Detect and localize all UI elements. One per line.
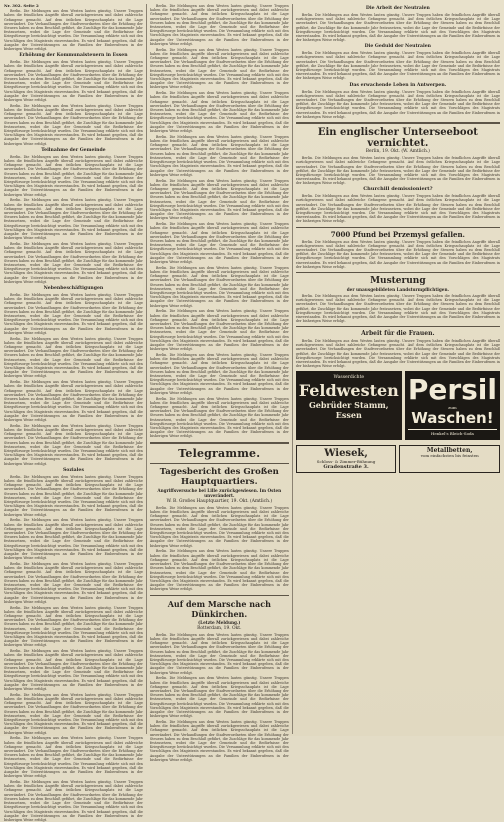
divider: [296, 272, 500, 273]
article-text: Berlin. Die Meldungen aus dem Westen lauten günstig. Unsere Truppen haben die feindlichen Angriffe überall zurückgewiesen und dabei zahlreiche Gefangene gemacht. Auf dem östlichen Kriegsschauplatz ist die Lage unverändert. Die Verhandlungen der Stadtverordneten über die Erhöhung der Steuern haben zu dem Beschluß geführt, die Zuschläge für das kommende Jahr festzusetzen, wobei die Lage der Gemeinde und die Bedürfnisse der Kriegsfürsorge berücksichtigt wurden. Die Versammlung erklärte sich mit den Vorschlägen des Magistrats einverstanden. Es wird bekannt gegeben, daß die Ausgabe der Unterstützungen an die Familien der Einberufenen in der bisherigen Weise erfolgt.: [4, 103, 143, 146]
ad-persil-maker: Henkel's Bleich-Soda: [408, 429, 497, 436]
article-text: Berlin. Die Meldungen aus dem Westen lauten günstig. Unsere Truppen haben die feindlichen Angriffe überall zurückgewiesen und dabei zahlreiche Gefangene gemacht. Auf dem östlichen Kriegsschauplatz ist die Lage unverändert. Die Verhandlungen der Stadtverordneten über die Erhöhung der Steuern haben zu dem Beschluß geführt, die Zuschläge für das kommende Jahr festzusetzen, wobei die Lage der Gemeinde und die Bedürfnisse der Kriegsfürsorge berücksichtigt wurden. Die Versammlung erklärte sich mit den Vorschlägen des Magistrats einverstanden. Es wird bekannt gegeben, daß die Ausgabe der Unterstützungen an die Familien der Einberufenen in der bisherigen Weise erfolgt.: [4, 474, 143, 517]
article-text: Berlin. Die Meldungen aus dem Westen lauten günstig. Unsere Truppen haben die feindlichen Angriffe überall zurückgewiesen und dabei zahlreiche Gefangene gemacht. Auf dem östlichen Kriegsschauplatz ist die Lage unverändert. Die Verhandlungen der Stadtverordneten über die Erhöhung der Steuern haben zu dem Beschluß geführt, die Zuschläge für das kommende Jahr festzusetzen, wobei die Lage der Gemeinde und die Bedürfnisse der Kriegsfürsorge berücksichtigt wurden. Die Versammlung erklärte sich mit den Vorschlägen des Magistrats einverstanden. Es wird bekannt gegeben, daß die Ausgabe der Unterstützungen an die Familien der Einberufenen in der bisherigen Weise erfolgt.: [295, 51, 500, 81]
dateline: Rotterdam, 19. Okt.: [197, 625, 242, 631]
article-text: Berlin. Die Meldungen aus dem Westen lauten günstig. Unsere Truppen haben die feindlichen Angriffe überall zurückgewiesen und dabei zahlreiche Gefangene gemacht. Auf dem östlichen Kriegsschauplatz ist die Lage unverändert. Die Verhandlungen der Stadtverordneten über die Erhöhung der Steuern haben zu dem Beschluß geführt, die Zuschläge für das kommende Jahr festzusetzen, wobei die Lage der Gemeinde und die Bedürfnisse der Kriegsfürsorge berücksichtigt wurden. Die Versammlung erklärte sich mit den Vorschlägen des Magistrats einverstanden. Es wird bekannt gegeben, daß die Ausgabe der Unterstützungen an die Familien der Einberufenen in der bisherigen Weise erfolgt.: [149, 353, 289, 395]
article-text: Berlin. Die Meldungen aus dem Westen lauten günstig. Unsere Truppen haben die feindlichen Angriffe überall zurückgewiesen und dabei zahlreiche Gefangene gemacht. Auf dem östlichen Kriegsschauplatz ist die Lage unverändert. Die Verhandlungen der Stadtverordneten über die Erhöhung der Steuern haben zu dem Beschluß geführt, die Zuschläge für das kommende Jahr festzusetzen, wobei die Lage der Gemeinde und die Bedürfnisse der Kriegsfürsorge berücksichtigt wurden. Die Versammlung erklärte sich mit den Vorschlägen des Magistrats einverstanden. Es wird bekannt gegeben, daß die Ausgabe der Unterstützungen an die Familien der Einberufenen in der bisherigen Weise erfolgt.: [295, 194, 500, 224]
article-text: Berlin. Die Meldungen aus dem Westen lauten günstig. Unsere Truppen haben die feindlichen Angriffe überall zurückgewiesen und dabei zahlreiche Gefangene gemacht. Auf dem östlichen Kriegsschauplatz ist die Lage unverändert. Die Verhandlungen der Stadtverordneten über die Erhöhung der Steuern haben zu dem Beschluß geführt, die Zuschläge für das kommende Jahr festzusetzen, wobei die Lage der Gemeinde und die Bedürfnisse der Kriegsfürsorge berücksichtigt wurden. Die Versammlung erklärte sich mit den Vorschlägen des Magistrats einverstanden. Es wird bekannt gegeben, daß die Ausgabe der Unterstützungen an die Familien der Einberufenen in der bisherigen Weise erfolgt.: [4, 423, 143, 466]
article-heading: Erhöhung der Kommunalsteuern in Essen: [19, 53, 128, 59]
report-title: Tagesbericht des Großen Hauptquartiers.: [159, 466, 279, 487]
article-text: Berlin. Die Meldungen aus dem Westen lauten günstig. Unsere Truppen haben die feindlichen Angriffe überall zurückgewiesen und dabei zahlreiche Gefangene gemacht. Auf dem östlichen Kriegsschauplatz ist die Lage unverändert. Die Verhandlungen der Stadtverordneten über die Erhöhung der Steuern haben zu dem Beschluß geführt, die Zuschläge für das kommende Jahr festzusetzen, wobei die Lage der Gemeinde und die Bedürfnisse der Kriegsfürsorge berücksichtigt wurden. Die Versammlung erklärte sich mit den Vorschlägen des Magistrats einverstanden. Es wird bekannt gegeben, daß die Ausgabe der Unterstützungen an die Familien der Einberufenen in der bisherigen Weise erfolgt.: [295, 12, 500, 43]
article-text: Berlin. Die Meldungen aus dem Westen lauten günstig. Unsere Truppen haben die feindlichen Angriffe überall zurückgewiesen und dabei zahlreiche Gefangene gemacht. Auf dem östlichen Kriegsschauplatz ist die Lage unverändert. Die Verhandlungen der Stadtverordneten über die Erhöhung der Steuern haben zu dem Beschluß geführt, die Zuschläge für das kommende Jahr festzusetzen, wobei die Lage der Gemeinde und die Bedürfnisse der Kriegsfürsorge berücksichtigt wurden. Die Versammlung erklärte sich mit den Vorschlägen des Magistrats einverstanden. Es wird bekannt gegeben, daß die Ausgabe der Unterstützungen an die Familien der Einberufenen in der bisherigen Weise erfolgt.: [4, 561, 143, 604]
article-heading: Nebenbeschäftigungen: [43, 285, 104, 291]
article-text: Berlin. Die Meldungen aus dem Westen lauten günstig. Unsere Truppen haben die feindlichen Angriffe überall zurückgewiesen und dabei zahlreiche Gefangene gemacht. Auf dem östlichen Kriegsschauplatz ist die Lage unverändert. Die Verhandlungen der Stadtverordneten über die Erhöhung der Steuern haben zu dem Beschluß geführt, die Zuschläge für das kommende Jahr festzusetzen, wobei die Lage der Gemeinde und die Bedürfnisse der Kriegsfürsorge berücksichtigt wurden. Die Versammlung erklärte sich mit den Vorschlägen des Magistrats einverstanden. Es wird bekannt gegeben, daß die Ausgabe der Unterstützungen an die Familien der Einberufenen in der bisherigen Weise erfolgt.: [149, 632, 289, 675]
issue-line: Nr. 302. Seite 2: [4, 3, 39, 8]
article-text: Berlin. Die Meldungen aus dem Westen lauten günstig. Unsere Truppen haben die feindlichen Angriffe überall zurückgewiesen und dabei zahlreiche Gefangene gemacht. Auf dem östlichen Kriegsschauplatz ist die Lage unverändert. Die Verhandlungen der Stadtverordneten über die Erhöhung der Steuern haben zu dem Beschluß geführt, die Zuschläge für das kommende Jahr festzusetzen, wobei die Lage der Gemeinde und die Bedürfnisse der Kriegsfürsorge berücksichtigt wurden. Die Versammlung erklärte sich mit den Vorschlägen des Magistrats einverstanden. Es wird bekannt gegeben, daß die Ausgabe der Unterstützungen an die Familien der Einberufenen in der bisherigen Weise erfolgt.: [149, 396, 289, 439]
article-text: Berlin. Die Meldungen aus dem Westen lauten günstig. Unsere Truppen haben die feindlichen Angriffe überall zurückgewiesen und dabei zahlreiche Gefangene gemacht. Auf dem östlichen Kriegsschauplatz ist die Lage unverändert. Die Verhandlungen der Stadtverordneten über die Erhöhung der Steuern haben zu dem Beschluß geführt, die Zuschläge für das kommende Jahr festzusetzen, wobei die Lage der Gemeinde und die Bedürfnisse der Kriegsfürsorge berücksichtigt wurden. Die Versammlung erklärte sich mit den Vorschlägen des Magistrats einverstanden. Es wird bekannt gegeben, daß die Ausgabe der Unterstützungen an die Familien der Einberufenen in der bisherigen Weise erfolgt.: [149, 4, 289, 46]
column-1: [4, 3, 143, 822]
ad-metal-title: Metallbetten,: [426, 447, 473, 455]
ad-feld-line3: Gebrüder Stamm,: [308, 399, 389, 410]
ad-feld-line2: Feldwesten: [298, 380, 399, 400]
article-text: Berlin. Die Meldungen aus dem Westen lauten günstig. Unsere Truppen haben die feindlichen Angriffe überall zurückgewiesen und dabei zahlreiche Gefangene gemacht. Auf dem östlichen Kriegsschauplatz ist die Lage unverändert. Die Verhandlungen der Stadtverordneten über die Erhöhung der Steuern haben zu dem Beschluß geführt, die Zuschläge für das kommende Jahr festzusetzen, wobei die Lage der Gemeinde und die Bedürfnisse der Kriegsfürsorge berücksichtigt wurden. Die Versammlung erklärte sich mit den Vorschlägen des Magistrats einverstanden. Es wird bekannt gegeben, daß die Ausgabe der Unterstützungen an die Familien der Einberufenen in der bisherigen Weise erfolgt.: [295, 338, 500, 369]
article-text: Berlin. Die Meldungen aus dem Westen lauten günstig. Unsere Truppen haben die feindlichen Angriffe überall zurückgewiesen und dabei zahlreiche Gefangene gemacht. Auf dem östlichen Kriegsschauplatz ist die Lage unverändert. Die Verhandlungen der Stadtverordneten über die Erhöhung der Steuern haben zu dem Beschluß geführt, die Zuschläge für das kommende Jahr festzusetzen, wobei die Lage der Gemeinde und die Bedürfnisse der Kriegsfürsorge berücksichtigt wurden. Die Versammlung erklärte sich mit den Vorschlägen des Magistrats einverstanden. Es wird bekannt gegeben, daß die Ausgabe der Unterstützungen an die Familien der Einberufenen in der bisherigen Weise erfolgt.: [149, 719, 289, 762]
article-text: Berlin. Die Meldungen aus dem Westen lauten günstig. Unsere Truppen haben die feindlichen Angriffe überall zurückgewiesen und dabei zahlreiche Gefangene gemacht. Auf dem östlichen Kriegsschauplatz ist die Lage unverändert. Die Verhandlungen der Stadtverordneten über die Erhöhung der Steuern haben zu dem Beschluß geführt, die Zuschläge für das kommende Jahr festzusetzen, wobei die Lage der Gemeinde und die Bedürfnisse der Kriegsfürsorge berücksichtigt wurden. Die Versammlung erklärte sich mit den Vorschlägen des Magistrats einverstanden. Es wird bekannt gegeben, daß die Ausgabe der Unterstützungen an die Familien der Einberufenen in der bisherigen Weise erfolgt.: [4, 154, 143, 197]
article-text: Berlin. Die Meldungen aus dem Westen lauten günstig. Unsere Truppen haben die feindlichen Angriffe überall zurückgewiesen und dabei zahlreiche Gefangene gemacht. Auf dem östlichen Kriegsschauplatz ist die Lage unverändert. Die Verhandlungen der Stadtverordneten über die Erhöhung der Steuern haben zu dem Beschluß geführt, die Zuschläge für das kommende Jahr festzusetzen, wobei die Lage der Gemeinde und die Bedürfnisse der Kriegsfürsorge berücksichtigt wurden. Die Versammlung erklärte sich mit den Vorschlägen des Magistrats einverstanden. Es wird bekannt gegeben, daß die Ausgabe der Unterstützungen an die Familien der Einberufenen in der bisherigen Weise erfolgt.: [295, 239, 500, 269]
article-text: Berlin. Die Meldungen aus dem Westen lauten günstig. Unsere Truppen haben die feindlichen Angriffe überall zurückgewiesen und dabei zahlreiche Gefangene gemacht. Auf dem östlichen Kriegsschauplatz ist die Lage unverändert. Die Verhandlungen der Stadtverordneten über die Erhöhung der Steuern haben zu dem Beschluß geführt, die Zuschläge für das kommende Jahr festzusetzen, wobei die Lage der Gemeinde und die Bedürfnisse der Kriegsfürsorge berücksichtigt wurden. Die Versammlung erklärte sich mit den Vorschlägen des Magistrats einverstanden. Es wird bekannt gegeben, daß die Ausgabe der Unterstützungen an die Familien der Einberufenen in der bisherigen Weise erfolgt.: [295, 89, 500, 119]
article-text: Berlin. Die Meldungen aus dem Westen lauten günstig. Unsere Truppen haben die feindlichen Angriffe überall zurückgewiesen und dabei zahlreiche Gefangene gemacht. Auf dem östlichen Kriegsschauplatz ist die Lage unverändert. Die Verhandlungen der Stadtverordneten über die Erhöhung der Steuern haben zu dem Beschluß geführt, die Zuschläge für das kommende Jahr festzusetzen, wobei die Lage der Gemeinde und die Bedürfnisse der Kriegsfürsorge berücksichtigt wurden. Die Versammlung erklärte sich mit den Vorschlägen des Magistrats einverstanden. Es wird bekannt gegeben, daß die Ausgabe der Unterstützungen an die Familien der Einberufenen in der bisherigen Weise erfolgt.: [149, 676, 289, 719]
telegrams-headline: Telegramme.: [178, 446, 261, 460]
headline-march: Auf dem Marsche nach Dünkirchen.: [167, 598, 271, 619]
article-text: Berlin. Die Meldungen aus dem Westen lauten günstig. Unsere Truppen haben die feindlichen Angriffe überall zurückgewiesen und dabei zahlreiche Gefangene gemacht. Auf dem östlichen Kriegsschauplatz ist die Lage unverändert. Die Verhandlungen der Stadtverordneten über die Erhöhung der Steuern haben zu dem Beschluß geführt, die Zuschläge für das kommende Jahr festzusetzen, wobei die Lage der Gemeinde und die Bedürfnisse der Kriegsfürsorge berücksichtigt wurden. Die Versammlung erklärte sich mit den Vorschlägen des Magistrats einverstanden. Es wird bekannt gegeben, daß die Ausgabe der Unterstützungen an die Familien der Einberufenen in der bisherigen Weise erfolgt.: [4, 518, 143, 561]
article-text: Berlin. Die Meldungen aus dem Westen lauten günstig. Unsere Truppen haben die feindlichen Angriffe überall zurückgewiesen und dabei zahlreiche Gefangene gemacht. Auf dem östlichen Kriegsschauplatz ist die Lage unverändert. Die Verhandlungen der Stadtverordneten über die Erhöhung der Steuern haben zu dem Beschluß geführt, die Zuschläge für das kommende Jahr festzusetzen, wobei die Lage der Gemeinde und die Bedürfnisse der Kriegsfürsorge berücksichtigt wurden. Die Versammlung erklärte sich mit den Vorschlägen des Magistrats einverstanden. Es wird bekannt gegeben, daß die Ausgabe der Unterstützungen an die Familien der Einberufenen in der bisherigen Weise erfolgt.: [295, 294, 500, 324]
article-heading: Das erwachende Leben in Antwerpen.: [349, 82, 447, 88]
ad-wiesek-name: Wiesek,: [324, 448, 368, 460]
article-text: Berlin. Die Meldungen aus dem Westen lauten günstig. Unsere Truppen haben die feindlichen Angriffe überall zurückgewiesen und dabei zahlreiche Gefangene gemacht. Auf dem östlichen Kriegsschauplatz ist die Lage unverändert. Die Verhandlungen der Stadtverordneten über die Erhöhung der Steuern haben zu dem Beschluß geführt, die Zuschläge für das kommende Jahr festzusetzen, wobei die Lage der Gemeinde und die Bedürfnisse der Kriegsfürsorge berücksichtigt wurden. Die Versammlung erklärte sich mit den Vorschlägen des Magistrats einverstanden. Es wird bekannt gegeben, daß die Ausgabe der Unterstützungen an die Familien der Einberufenen in der bisherigen Weise erfolgt.: [4, 9, 143, 52]
ads-row: [296, 371, 500, 440]
article-text: Berlin. Die Meldungen aus dem Westen lauten günstig. Unsere Truppen haben die feindlichen Angriffe überall zurückgewiesen und dabei zahlreiche Gefangene gemacht. Auf dem östlichen Kriegsschauplatz ist die Lage unverändert. Die Verhandlungen der Stadtverordneten über die Erhöhung der Steuern haben zu dem Beschluß geführt, die Zuschläge für das kommende Jahr festzusetzen, wobei die Lage der Gemeinde und die Bedürfnisse der Kriegsfürsorge berücksichtigt wurden. Die Versammlung erklärte sich mit den Vorschlägen des Magistrats einverstanden. Es wird bekannt gegeben, daß die Ausgabe der Unterstützungen an die Familien der Einberufenen in der bisherigen Weise erfolgt.: [149, 134, 289, 177]
article-text: Berlin. Die Meldungen aus dem Westen lauten günstig. Unsere Truppen haben die feindlichen Angriffe überall zurückgewiesen und dabei zahlreiche Gefangene gemacht. Auf dem östlichen Kriegsschauplatz ist die Lage unverändert. Die Verhandlungen der Stadtverordneten über die Erhöhung der Steuern haben zu dem Beschluß geführt, die Zuschläge für das kommende Jahr festzusetzen, wobei die Lage der Gemeinde und die Bedürfnisse der Kriegsfürsorge berücksichtigt wurden. Die Versammlung erklärte sich mit den Vorschlägen des Magistrats einverstanden. Es wird bekannt gegeben, daß die Ausgabe der Unterstützungen an die Familien der Einberufenen in der bisherigen Weise erfolgt.: [4, 292, 143, 335]
article-text: Berlin. Die Meldungen aus dem Westen lauten günstig. Unsere Truppen haben die feindlichen Angriffe überall zurückgewiesen und dabei zahlreiche Gefangene gemacht. Auf dem östlichen Kriegsschauplatz ist die Lage unverändert. Die Verhandlungen der Stadtverordneten über die Erhöhung der Steuern haben zu dem Beschluß geführt, die Zuschläge für das kommende Jahr festzusetzen, wobei die Lage der Gemeinde und die Bedürfnisse der Kriegsfürsorge berücksichtigt wurden. Die Versammlung erklärte sich mit den Vorschlägen des Magistrats einverstanden. Es wird bekannt gegeben, daß die Ausgabe der Unterstützungen an die Familien der Einberufenen in der bisherigen Weise erfolgt.: [149, 265, 289, 308]
article-text: Berlin. Die Meldungen aus dem Westen lauten günstig. Unsere Truppen haben die feindlichen Angriffe überall zurückgewiesen und dabei zahlreiche Gefangene gemacht. Auf dem östlichen Kriegsschauplatz ist die Lage unverändert. Die Verhandlungen der Stadtverordneten über die Erhöhung der Steuern haben zu dem Beschluß geführt, die Zuschläge für das kommende Jahr festzusetzen, wobei die Lage der Gemeinde und die Bedürfnisse der Kriegsfürsorge berücksichtigt wurden. Die Versammlung erklärte sich mit den Vorschlägen des Magistrats einverstanden. Es wird bekannt gegeben, daß die Ausgabe der Unterstützungen an die Familien der Einberufenen in der bisherigen Weise erfolgt.: [149, 91, 289, 134]
article-text: Berlin. Die Meldungen aus dem Westen lauten günstig. Unsere Truppen haben die feindlichen Angriffe überall zurückgewiesen und dabei zahlreiche Gefangene gemacht. Auf dem östlichen Kriegsschauplatz ist die Lage unverändert. Die Verhandlungen der Stadtverordneten über die Erhöhung der Steuern haben zu dem Beschluß geführt, die Zuschläge für das kommende Jahr festzusetzen, wobei die Lage der Gemeinde und die Bedürfnisse der Kriegsfürsorge berücksichtigt wurden. Die Versammlung erklärte sich mit den Vorschlägen des Magistrats einverstanden. Es wird bekannt gegeben, daß die Ausgabe der Unterstützungen an die Familien der Einberufenen in der bisherigen Weise erfolgt.: [149, 178, 289, 221]
article-text: Berlin. Die Meldungen aus dem Westen lauten günstig. Unsere Truppen haben die feindlichen Angriffe überall zurückgewiesen und dabei zahlreiche Gefangene gemacht. Auf dem östlichen Kriegsschauplatz ist die Lage unverändert. Die Verhandlungen der Stadtverordneten über die Erhöhung der Steuern haben zu dem Beschluß geführt, die Zuschläge für das kommende Jahr festzusetzen, wobei die Lage der Gemeinde und die Bedürfnisse der Kriegsfürsorge berücksichtigt wurden. Die Versammlung erklärte sich mit den Vorschlägen des Magistrats einverstanden. Es wird bekannt gegeben, daß die Ausgabe der Unterstützungen an die Familien der Einberufenen in der bisherigen Weise erfolgt.: [4, 60, 143, 102]
divider: [296, 122, 500, 124]
ad-wiesek-address: Gradenstraße 3.: [323, 464, 369, 471]
article-text: Berlin. Die Meldungen aus dem Westen lauten günstig. Unsere Truppen haben die feindlichen Angriffe überall zurückgewiesen und dabei zahlreiche Gefangene gemacht. Auf dem östlichen Kriegsschauplatz ist die Lage unverändert. Die Verhandlungen der Stadtverordneten über die Erhöhung der Steuern haben zu dem Beschluß geführt, die Zuschläge für das kommende Jahr festzusetzen, wobei die Lage der Gemeinde und die Bedürfnisse der Kriegsfürsorge berücksichtigt wurden. Die Versammlung erklärte sich mit den Vorschlägen des Magistrats einverstanden. Es wird bekannt gegeben, daß die Ausgabe der Unterstützungen an die Familien der Einberufenen in der bisherigen Weise erfolgt.: [149, 549, 289, 592]
ad-metal-desc: vom einfachsten bis feinsten: [420, 453, 479, 459]
article-text: Berlin. Die Meldungen aus dem Westen lauten günstig. Unsere Truppen haben die feindlichen Angriffe überall zurückgewiesen und dabei zahlreiche Gefangene gemacht. Auf dem östlichen Kriegsschauplatz ist die Lage unverändert. Die Verhandlungen der Stadtverordneten über die Erhöhung der Steuern haben zu dem Beschluß geführt, die Zuschläge für das kommende Jahr festzusetzen, wobei die Lage der Gemeinde und die Bedürfnisse der Kriegsfürsorge berücksichtigt wurden. Die Versammlung erklärte sich mit den Vorschlägen des Magistrats einverstanden. Es wird bekannt gegeben, daß die Ausgabe der Unterstützungen an die Familien der Einberufenen in der bisherigen Weise erfolgt.: [4, 241, 143, 284]
ad-feld-line1: Wasserdichte: [333, 375, 365, 381]
ad-persil-waschen: Waschen!: [411, 409, 494, 428]
article-heading: Die Geduld der Neutralen: [364, 44, 432, 50]
article-text: Berlin. Die Meldungen aus dem Westen lauten günstig. Unsere Truppen haben die feindlichen Angriffe überall zurückgewiesen und dabei zahlreiche Gefangene gemacht. Auf dem östlichen Kriegsschauplatz ist die Lage unverändert. Die Verhandlungen der Stadtverordneten über die Erhöhung der Steuern haben zu dem Beschluß geführt, die Zuschläge für das kommende Jahr festzusetzen, wobei die Lage der Gemeinde und die Bedürfnisse der Kriegsfürsorge berücksichtigt wurden. Die Versammlung erklärte sich mit den Vorschlägen des Magistrats einverstanden. Es wird bekannt gegeben, daß die Ausgabe der Unterstützungen an die Familien der Einberufenen in der bisherigen Weise erfolgt.: [149, 47, 289, 90]
column-2: [146, 4, 289, 762]
report-subtitle: Angriffsversuche bei Lille zurückgewiesen. Im Osten unverändert.: [157, 487, 282, 498]
dateline: Berlin, 19. Okt. (W. Amtlich.): [365, 148, 430, 154]
submarine-headline: Ein englischer Unterseeboot vernichtet.: [317, 126, 478, 149]
article-text: Berlin. Die Meldungen aus dem Westen lauten günstig. Unsere Truppen haben die feindlichen Angriffe überall zurückgewiesen und dabei zahlreiche Gefangene gemacht. Auf dem östlichen Kriegsschauplatz ist die Lage unverändert. Die Verhandlungen der Stadtverordneten über die Erhöhung der Steuern haben zu dem Beschluß geführt, die Zuschläge für das kommende Jahr festzusetzen, wobei die Lage der Gemeinde und die Bedürfnisse der Kriegsfürsorge berücksichtigt wurden. Die Versammlung erklärte sich mit den Vorschlägen des Magistrats einverstanden. Es wird bekannt gegeben, daß die Ausgabe der Unterstützungen an die Familien der Einberufenen in der bisherigen Weise erfolgt.: [4, 649, 143, 692]
ad-wiesek[interactable]: [296, 445, 397, 473]
article-heading: Die Arbeit der Neutralen: [365, 6, 430, 11]
article-text: Berlin. Die Meldungen aus dem Westen lauten günstig. Unsere Truppen haben die feindlichen Angriffe überall zurückgewiesen und dabei zahlreiche Gefangene gemacht. Auf dem östlichen Kriegsschauplatz ist die Lage unverändert. Die Verhandlungen der Stadtverordneten über die Erhöhung der Steuern haben zu dem Beschluß geführt, die Zuschläge für das kommende Jahr festzusetzen, wobei die Lage der Gemeinde und die Bedürfnisse der Kriegsfürsorge berücksichtigt wurden. Die Versammlung erklärte sich mit den Vorschlägen des Magistrats einverstanden. Es wird bekannt gegeben, daß die Ausgabe der Unterstützungen an die Familien der Einberufenen in der bisherigen Weise erfolgt.: [4, 336, 143, 379]
ad-metallbetten[interactable]: [399, 445, 500, 473]
article-text: Berlin. Die Meldungen aus dem Westen lauten günstig. Unsere Truppen haben die feindlichen Angriffe überall zurückgewiesen und dabei zahlreiche Gefangene gemacht. Auf dem östlichen Kriegsschauplatz ist die Lage unverändert. Die Verhandlungen der Stadtverordneten über die Erhöhung der Steuern haben zu dem Beschluß geführt, die Zuschläge für das kommende Jahr festzusetzen, wobei die Lage der Gemeinde und die Bedürfnisse der Kriegsfürsorge berücksichtigt wurden. Die Versammlung erklärte sich mit den Vorschlägen des Magistrats einverstanden. Es wird bekannt gegeben, daß die Ausgabe der Unterstützungen an die Familien der Einberufenen in der bisherigen Weise erfolgt.: [4, 198, 143, 241]
article-text: Berlin. Die Meldungen aus dem Westen lauten günstig. Unsere Truppen haben die feindlichen Angriffe überall zurückgewiesen und dabei zahlreiche Gefangene gemacht. Auf dem östlichen Kriegsschauplatz ist die Lage unverändert. Die Verhandlungen der Stadtverordneten über die Erhöhung der Steuern haben zu dem Beschluß geführt, die Zuschläge für das kommende Jahr festzusetzen, wobei die Lage der Gemeinde und die Bedürfnisse der Kriegsfürsorge berücksichtigt wurden. Die Versammlung erklärte sich mit den Vorschlägen des Magistrats einverstanden. Es wird bekannt gegeben, daß die Ausgabe der Unterstützungen an die Familien der Einberufenen in der bisherigen Weise erfolgt.: [4, 605, 143, 648]
headline-march-sub: (Letzte Meldung.): [198, 619, 241, 625]
arbeit-title: Arbeit für die Frauen.: [361, 330, 435, 338]
article-heading: Teilnahme der Gemeinde: [41, 147, 106, 153]
article-text: Berlin. Die Meldungen aus dem Westen lauten günstig. Unsere Truppen haben die feindlichen Angriffe überall zurückgewiesen und dabei zahlreiche Gefangene gemacht. Auf dem östlichen Kriegsschauplatz ist die Lage unverändert. Die Verhandlungen der Stadtverordneten über die Erhöhung der Steuern haben zu dem Beschluß geführt, die Zuschläge für das kommende Jahr festzusetzen, wobei die Lage der Gemeinde und die Bedürfnisse der Kriegsfürsorge berücksichtigt wurden. Die Versammlung erklärte sich mit den Vorschlägen des Magistrats einverstanden. Es wird bekannt gegeben, daß die Ausgabe der Unterstützungen an die Familien der Einberufenen in der bisherigen Weise erfolgt.: [149, 222, 289, 264]
article-text: Berlin. Die Meldungen aus dem Westen lauten günstig. Unsere Truppen haben die feindlichen Angriffe überall zurückgewiesen und dabei zahlreiche Gefangene gemacht. Auf dem östlichen Kriegsschauplatz ist die Lage unverändert. Die Verhandlungen der Stadtverordneten über die Erhöhung der Steuern haben zu dem Beschluß geführt, die Zuschläge für das kommende Jahr festzusetzen, wobei die Lage der Gemeinde und die Bedürfnisse der Kriegsfürsorge berücksichtigt wurden. Die Versammlung erklärte sich mit den Vorschlägen des Magistrats einverstanden. Es wird bekannt gegeben, daß die Ausgabe der Unterstützungen an die Familien der Einberufenen in der bisherigen Weise erfolgt.: [4, 380, 143, 422]
ad-persil[interactable]: [405, 371, 500, 440]
divider: [150, 442, 289, 444]
article-text: Berlin. Die Meldungen aus dem Westen lauten günstig. Unsere Truppen haben die feindlichen Angriffe überall zurückgewiesen und dabei zahlreiche Gefangene gemacht. Auf dem östlichen Kriegsschauplatz ist die Lage unverändert. Die Verhandlungen der Stadtverordneten über die Erhöhung der Steuern haben zu dem Beschluß geführt, die Zuschläge für das kommende Jahr festzusetzen, wobei die Lage der Gemeinde und die Bedürfnisse der Kriegsfürsorge berücksichtigt wurden. Die Versammlung erklärte sich mit den Vorschlägen des Magistrats einverstanden. Es wird bekannt gegeben, daß die Ausgabe der Unterstützungen an die Familien der Einberufenen in der bisherigen Weise erfolgt.: [4, 736, 143, 779]
divider: [296, 326, 500, 327]
ad-persil-brand: Persil: [407, 373, 497, 407]
ads-row-2: [296, 443, 500, 473]
ad-wiesek-desc: Schloss- & Zimmer-Bühnung: [316, 459, 376, 465]
article-text: Berlin. Die Meldungen aus dem Westen lauten günstig. Unsere Truppen haben die feindlichen Angriffe überall zurückgewiesen und dabei zahlreiche Gefangene gemacht. Auf dem östlichen Kriegsschauplatz ist die Lage unverändert. Die Verhandlungen der Stadtverordneten über die Erhöhung der Steuern haben zu dem Beschluß geführt, die Zuschläge für das kommende Jahr festzusetzen, wobei die Lage der Gemeinde und die Bedürfnisse der Kriegsfürsorge berücksichtigt wurden. Die Versammlung erklärte sich mit den Vorschlägen des Magistrats einverstanden. Es wird bekannt gegeben, daß die Ausgabe der Unterstützungen an die Familien der Einberufenen in der bisherigen Weise erfolgt.: [4, 780, 143, 822]
divider: [296, 227, 500, 228]
divider: [150, 595, 289, 596]
ad-persil-zum: zum: [448, 405, 457, 411]
dateline: W. B. Großes Hauptquartier, 19. Okt. (Amtlich.): [166, 498, 273, 504]
divider: [150, 463, 289, 464]
ad-feldwesten[interactable]: [296, 371, 402, 440]
article-text: Berlin. Die Meldungen aus dem Westen lauten günstig. Unsere Truppen haben die feindlichen Angriffe überall zurückgewiesen und dabei zahlreiche Gefangene gemacht. Auf dem östlichen Kriegsschauplatz ist die Lage unverändert. Die Verhandlungen der Stadtverordneten über die Erhöhung der Steuern haben zu dem Beschluß geführt, die Zuschläge für das kommende Jahr festzusetzen, wobei die Lage der Gemeinde und die Bedürfnisse der Kriegsfürsorge berücksichtigt wurden. Die Versammlung erklärte sich mit den Vorschlägen des Magistrats einverstanden. Es wird bekannt gegeben, daß die Ausgabe der Unterstützungen an die Familien der Einberufenen in der bisherigen Weise erfolgt.: [149, 505, 289, 548]
przemysl-headline: 7000 Pfund bei Przemysl gefallen.: [330, 229, 465, 239]
column-3: [292, 4, 500, 734]
musterung-subtitle: der unausgebildeten Landsturmpflichtigen.: [346, 287, 449, 293]
churchill-subhead: Churchill demissioniert?: [363, 186, 433, 193]
ad-feld-line4: Essen: [335, 409, 362, 420]
article-heading: Soziales: [62, 467, 84, 473]
article-text: Berlin. Die Meldungen aus dem Westen lauten günstig. Unsere Truppen haben die feindlichen Angriffe überall zurückgewiesen und dabei zahlreiche Gefangene gemacht. Auf dem östlichen Kriegsschauplatz ist die Lage unverändert. Die Verhandlungen der Stadtverordneten über die Erhöhung der Steuern haben zu dem Beschluß geführt, die Zuschläge für das kommende Jahr festzusetzen, wobei die Lage der Gemeinde und die Bedürfnisse der Kriegsfürsorge berücksichtigt wurden. Die Versammlung erklärte sich mit den Vorschlägen des Magistrats einverstanden. Es wird bekannt gegeben, daß die Ausgabe der Unterstützungen an die Familien der Einberufenen in der bisherigen Weise erfolgt.: [4, 692, 143, 735]
article-text: Berlin. Die Meldungen aus dem Westen lauten günstig. Unsere Truppen haben die feindlichen Angriffe überall zurückgewiesen und dabei zahlreiche Gefangene gemacht. Auf dem östlichen Kriegsschauplatz ist die Lage unverändert. Die Verhandlungen der Stadtverordneten über die Erhöhung der Steuern haben zu dem Beschluß geführt, die Zuschläge für das kommende Jahr festzusetzen, wobei die Lage der Gemeinde und die Bedürfnisse der Kriegsfürsorge berücksichtigt wurden. Die Versammlung erklärte sich mit den Vorschlägen des Magistrats einverstanden. Es wird bekannt gegeben, daß die Ausgabe der Unterstützungen an die Familien der Einberufenen in der bisherigen Weise erfolgt.: [149, 309, 289, 352]
article-text: Berlin. Die Meldungen aus dem Westen lauten günstig. Unsere Truppen haben die feindlichen Angriffe überall zurückgewiesen und dabei zahlreiche Gefangene gemacht. Auf dem östlichen Kriegsschauplatz ist die Lage unverändert. Die Verhandlungen der Stadtverordneten über die Erhöhung der Steuern haben zu dem Beschluß geführt, die Zuschläge für das kommende Jahr festzusetzen, wobei die Lage der Gemeinde und die Bedürfnisse der Kriegsfürsorge berücksichtigt wurden. Die Versammlung erklärte sich mit den Vorschlägen des Magistrats einverstanden. Es wird bekannt gegeben, daß die Ausgabe der Unterstützungen an die Familien der Einberufenen in der bisherigen Weise erfolgt.: [295, 156, 500, 186]
musterung-title: Musterung: [370, 276, 426, 287]
